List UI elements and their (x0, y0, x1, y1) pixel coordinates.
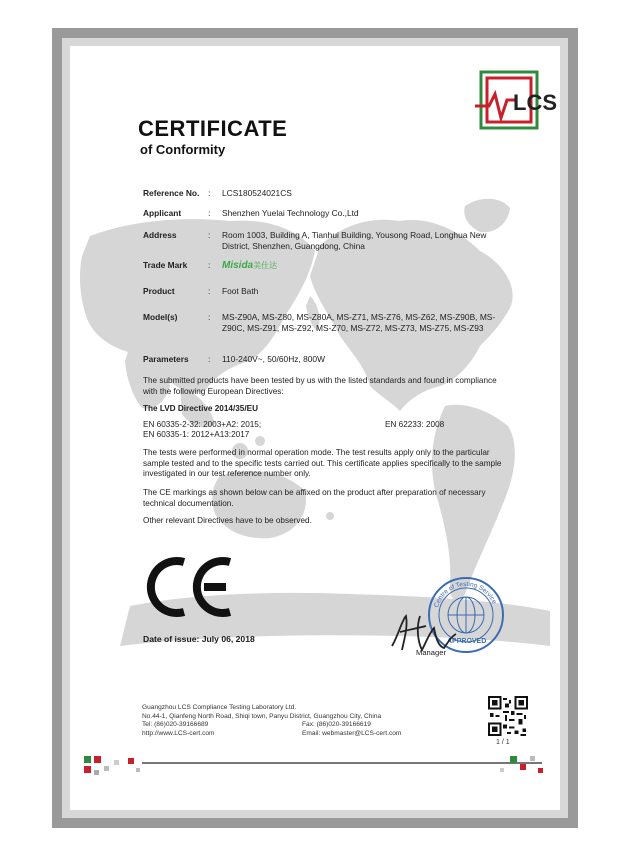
lab-email: Email: webmaster@LCS-cert.com (302, 729, 402, 737)
svg-text:Centre of Testing Service: Centre of Testing Service (433, 580, 498, 609)
lcs-logo-icon (475, 66, 557, 134)
svg-text:LCS: LCS (513, 90, 557, 115)
lab-name: Guangzhou LCS Compliance Testing Laboratory Ltd. (142, 704, 297, 711)
svg-text:APPROVED: APPROVED (447, 638, 487, 645)
certificate-paper: LCS CERTIFICATE of Conformity Reference No. : LCS180524021CS Applicant : Shenzhen Yuelai Technology Co.,Ltd Address : Room 1003, Building A, Tianhui Building, Yousong Road, Longhua New District, Shenzhen, Guangdong, China Trade Mark : Misida美仕达 Product : Foot Bath Model(s) : MS-Z90A, MS-Z80, MS-Z80A, MS-Z71, MS-Z76, MS-Z62, MS-Z90B, MS-Z90C, MS-Z91, MS-Z92, MS-Z70, MS-Z72, MS-Z73, MS-Z75, MS-Z93 Parameters : 110-240V~, 50/60Hz, 800W The submitted products have been tested by us with the listed standards and found in compliance with the following European Directives: The LVD Directive 2014/35/EU EN 60335-2-32: 2003+A2: 2015; EN 60335-1: 2012+A13:2017 EN 62233: 2008 The tests were performed in normal operation mode. The test results apply only to the particular sample tested and to the specific tests carried out. This certificate applies specifically to the sample investigated in our test reference number only. The CE markings as shown below can be affixed on the product after preparation of necessary technical documentation. Other relevant Directives have to be observed. Date of issue: July 06, 2018 Centre of Testing Service APPROVED Manager Guangzhou LCS Compliance Testing Laboratory Ltd. No.44-1, Qianfeng North Road, Shiqi town, Panyu District, Guangzhou City, China Tel: (86)020-39166689 Fax: (86)020-39166619 http://www.LCS-cert.com Email: webmaster@LCS-cert.com 1 / 1 (70, 46, 560, 810)
lab-fax: Fax: (86)020-39166619 (302, 721, 371, 729)
field-label: Trade Mark (143, 260, 188, 270)
decorative-squares (70, 746, 560, 806)
field-label: Model(s) (143, 312, 178, 322)
field-label: Product (143, 286, 175, 296)
trademark-chinese: 美仕达 (253, 261, 278, 270)
lab-website: http://www.LCS-cert.com (142, 729, 215, 737)
lvd-directive: The LVD Directive 2014/35/EU (143, 404, 258, 413)
qr-code (488, 696, 528, 736)
field-label: Applicant (143, 208, 182, 218)
page-number: 1 / 1 (496, 739, 510, 746)
certificate-frame (52, 28, 578, 828)
product-value: Foot Bath (222, 286, 259, 296)
field-label: Reference No. (143, 188, 200, 198)
trademark-value (222, 260, 522, 271)
lab-footer (142, 704, 482, 738)
frame-inner (62, 38, 568, 818)
lab-phone-row (142, 721, 482, 730)
standard-2: EN 60335-1: 2012+A13:2017 (143, 430, 250, 439)
field-label: Address (143, 230, 177, 240)
issue-date: Date of issue: July 06, 2018 (143, 634, 255, 644)
lab-tel: Tel: (86)020-39166689 (142, 721, 209, 729)
ce-mark-icon (142, 554, 236, 618)
parameters-value: 110-240V~, 50/60Hz, 800W (222, 354, 325, 364)
address-value: Room 1003, Building A, Tianhui Building, Yousong Road, Longhua New District, Shenzhen, Guangdong, China (222, 230, 487, 251)
certificate-subtitle: of Conformity (140, 142, 226, 157)
standard-1: EN 60335-2-32: 2003+A2: 2015; (143, 420, 262, 429)
models-value: MS-Z90A, MS-Z80, MS-Z80A, MS-Z71, MS-Z76, MS-Z62, MS-Z90B, MS-Z90C, MS-Z91, MS-Z92, MS-Z70, MS-Z72, MS-Z73, MS-Z75, MS-Z93 (222, 312, 496, 333)
lab-address: No.44-1, Qianfeng North Road, Shiqi town, Panyu District, Guangzhou City, China (142, 712, 382, 720)
standard-3: EN 62233: 2008 (385, 420, 445, 429)
test-note: The tests were performed in normal operation mode. The test results apply only to the particular sample tested and to the specific tests carried out. This certificate applies specifically to the sample investigated in our test reference number only. (143, 448, 502, 478)
field-label: Parameters (143, 354, 189, 364)
certificate-title: CERTIFICATE (138, 116, 288, 141)
trademark-brand: Misida (222, 260, 254, 271)
manager-label: Manager (416, 648, 446, 657)
compliance-statement: The submitted products have been tested by us with the listed standards and found in compliance with the following European Directives: (143, 376, 497, 396)
lab-web-row (142, 730, 482, 739)
reference-number: LCS180524021CS (222, 188, 292, 198)
applicant-name: Shenzhen Yuelai Technology Co.,Ltd (222, 208, 359, 218)
ce-note: The CE markings as shown below can be affixed on the product after preparation of necessary technical documentation. (143, 488, 486, 508)
other-directives-note: Other relevant Directives have to be observed. (143, 516, 312, 525)
